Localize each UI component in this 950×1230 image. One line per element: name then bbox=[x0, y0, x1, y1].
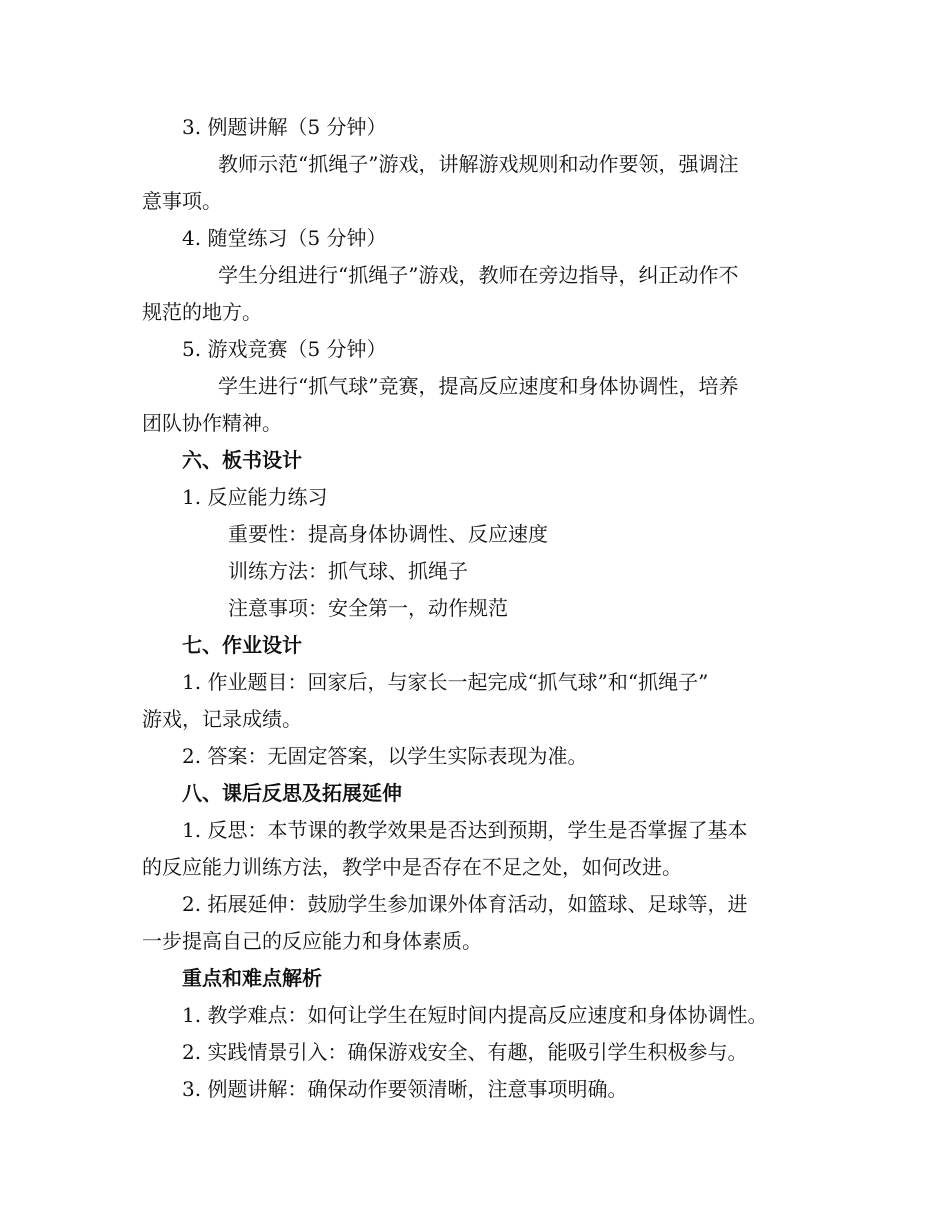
reflection-item-2: 2. 拓展延伸：鼓励学生参加课外体育活动，如篮球、足球等，进 bbox=[182, 892, 748, 916]
step-4-title: 4. 随堂练习（5 分钟） bbox=[182, 226, 387, 250]
board-sub-importance: 重要性：提高身体协调性、反应速度 bbox=[228, 522, 548, 546]
homework-item-1-cont: 游戏，记录成绩。 bbox=[142, 707, 302, 731]
keypoints-item-3: 3. 例题讲解：确保动作要领清晰，注意事项明确。 bbox=[182, 1077, 628, 1101]
keypoints-heading: 重点和难点解析 bbox=[182, 966, 322, 990]
board-sub-methods: 训练方法：抓气球、抓绳子 bbox=[228, 559, 468, 583]
step-4-text: 学生分组进行“抓绳子”游戏，教师在旁边指导，纠正动作不 bbox=[218, 263, 739, 287]
homework-item-2: 2. 答案：无固定答案，以学生实际表现为准。 bbox=[182, 744, 588, 768]
reflection-item-1: 1. 反思：本节课的教学效果是否达到预期，学生是否掌握了基本 bbox=[182, 818, 748, 842]
step-4-text-cont: 规范的地方。 bbox=[142, 300, 262, 324]
keypoints-item-2: 2. 实践情景引入：确保游戏安全、有趣，能吸引学生积极参与。 bbox=[182, 1040, 748, 1064]
step-3-text: 教师示范“抓绳子”游戏，讲解游戏规则和动作要领，强调注 bbox=[218, 152, 739, 176]
board-item-1: 1. 反应能力练习 bbox=[182, 485, 328, 509]
step-5-text: 学生进行“抓气球”竞赛，提高反应速度和身体协调性，培养 bbox=[218, 374, 739, 398]
board-design-heading: 六、板书设计 bbox=[182, 448, 302, 472]
step-5-title: 5. 游戏竞赛（5 分钟） bbox=[182, 337, 387, 361]
keypoints-item-1: 1. 教学难点：如何让学生在短时间内提高反应速度和身体协调性。 bbox=[182, 1003, 768, 1027]
homework-heading: 七、作业设计 bbox=[182, 633, 302, 657]
homework-item-1: 1. 作业题目：回家后，与家长一起完成“抓气球”和“抓绳子” bbox=[182, 670, 709, 694]
reflection-item-2-cont: 一步提高自己的反应能力和身体素质。 bbox=[142, 929, 482, 953]
reflection-heading: 八、课后反思及拓展延伸 bbox=[182, 781, 402, 805]
step-5-text-cont: 团队协作精神。 bbox=[142, 411, 282, 435]
board-sub-notes: 注意事项：安全第一，动作规范 bbox=[228, 596, 508, 620]
step-3-text-cont: 意事项。 bbox=[142, 189, 222, 213]
reflection-item-1-cont: 的反应能力训练方法，教学中是否存在不足之处，如何改进。 bbox=[142, 855, 682, 879]
step-3-title: 3. 例题讲解（5 分钟） bbox=[182, 115, 387, 139]
